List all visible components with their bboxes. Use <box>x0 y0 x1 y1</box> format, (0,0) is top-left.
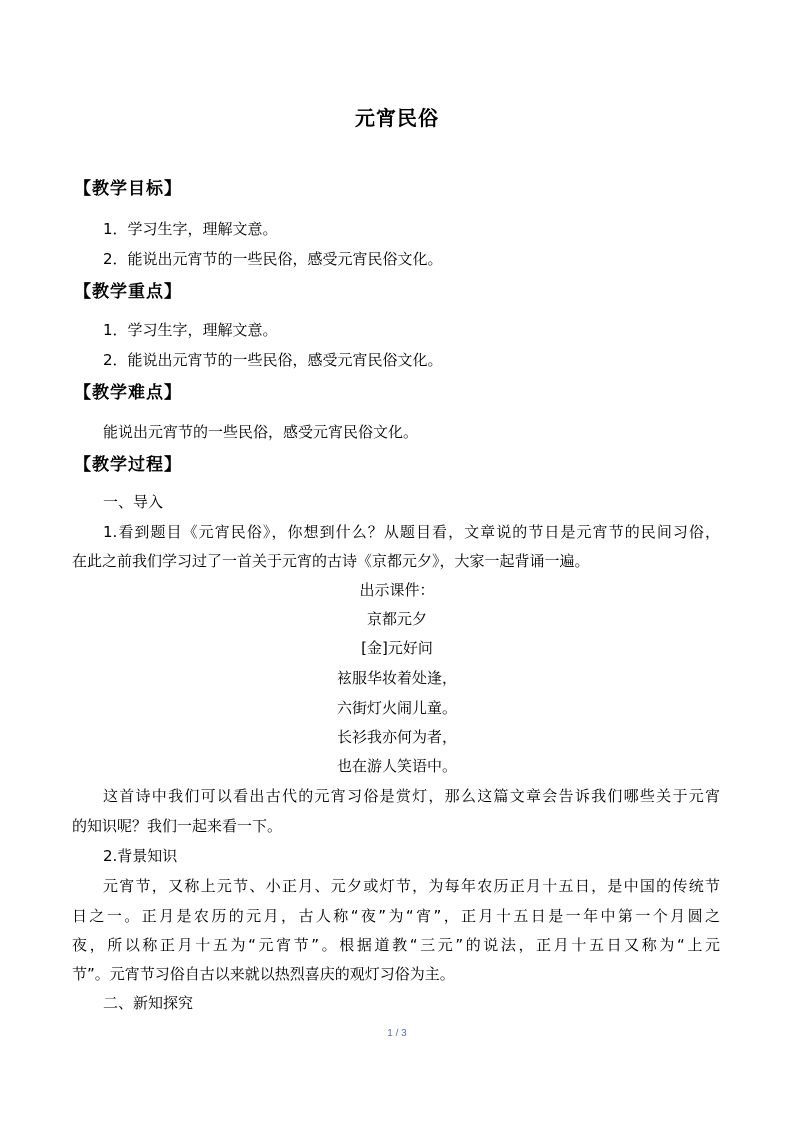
step1-title: 一、导入 <box>103 493 164 511</box>
heading-difficulties: 【教学难点】 <box>74 383 182 403</box>
goal-item-2: 2．能说出元宵节的一些民俗，感受元宵民俗文化。 <box>103 250 443 268</box>
para3-line-2: 日之一。正月是农历的元月，古人称“夜”为“宵”，正月十五日是一年中第一个月圆之 <box>72 907 720 925</box>
step2-title: 二、新知探究 <box>103 994 194 1012</box>
para1-line-1: 1.看到题目《元宵民俗》，你想到什么？从题目看，文章说的节日是元宵节的民间习俗， <box>103 523 720 541</box>
para1-line-2: 在此之前我们学习过了一首关于元宵的古诗《京都元夕》，大家一起背诵一遍。 <box>72 552 590 570</box>
background-title: 2.背景知识 <box>103 847 178 865</box>
poem-author: [金]元好问 <box>361 639 433 657</box>
poem-line-1: 袨服华妆着处逢， <box>336 669 457 687</box>
heading-teaching-goals: 【教学目标】 <box>74 179 182 199</box>
difficulty-text: 能说出元宵节的一些民俗，感受元宵民俗文化。 <box>103 423 419 441</box>
goal-item-1: 1．学习生字，理解文意。 <box>103 220 278 238</box>
key-point-item-2: 2．能说出元宵节的一些民俗，感受元宵民俗文化。 <box>103 351 443 369</box>
poem-title: 京都元夕 <box>366 610 427 628</box>
para3-line-1: 元宵节，又称上元节、小正月、元夕或灯节，为每年农历正月十五日，是中国的传统节 <box>103 877 720 895</box>
page-number: 1 / 3 <box>387 1028 407 1039</box>
para3-line-3: 夜，所以称正月十五为“元宵节”。根据道教“三元”的说法，正月十五日又称为“上元 <box>72 936 720 954</box>
poem-line-3: 长衫我亦何为者， <box>336 728 457 746</box>
para2-line-1: 这首诗中我们可以看出古代的元宵习俗是赏灯，那么这篇文章会告诉我们哪些关于元宵 <box>103 787 720 805</box>
poem-line-2: 六街灯火闹儿童。 <box>336 699 457 717</box>
heading-key-points: 【教学重点】 <box>74 282 182 302</box>
key-point-item-1: 1．学习生字，理解文意。 <box>103 321 278 339</box>
heading-teaching-process: 【教学过程】 <box>74 455 182 475</box>
para3-line-4: 节”。元宵节习俗自古以来就以热烈喜庆的观灯习俗为主。 <box>72 965 455 983</box>
document-title: 元宵民俗 <box>355 106 439 130</box>
courseware-label: 出示课件： <box>359 581 435 599</box>
para2-line-2: 的知识呢？我们一起来看一下。 <box>72 817 283 835</box>
poem-line-4: 也在游人笑语中。 <box>336 757 457 775</box>
